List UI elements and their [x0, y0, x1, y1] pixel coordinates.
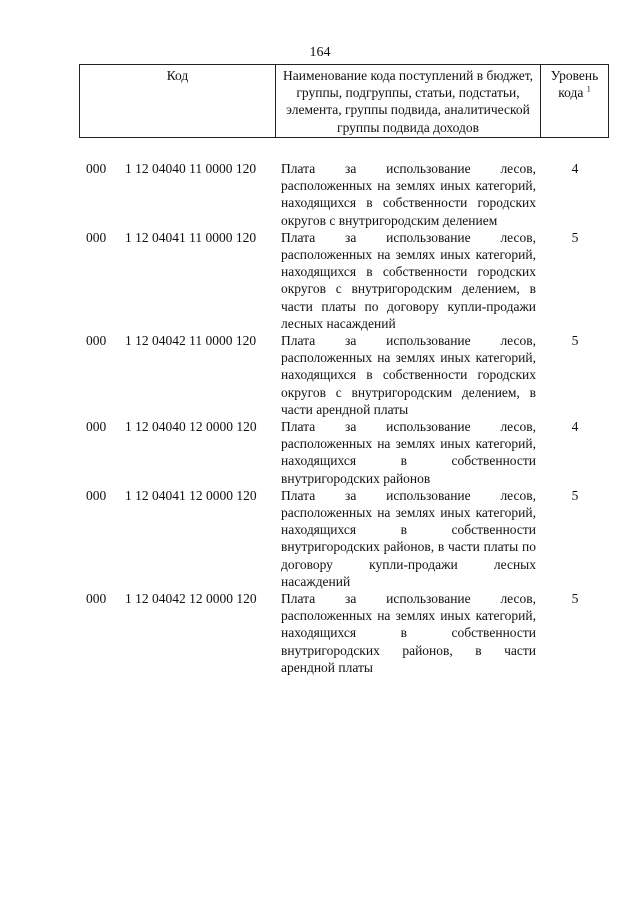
table-row	[0, 229, 640, 332]
row-code: 1 12 04041 12 0000 120	[125, 487, 257, 503]
row-name: Плата за использование лесов, расположенных на землях иных категорий, находящихся в собственности городских округов с внутригородским делением	[281, 161, 536, 228]
row-name: Плата за использование лесов, расположенных на землях иных категорий, находящихся в собственности внутригородских районов, в части арендной платы	[281, 591, 536, 675]
table-row	[0, 160, 640, 229]
row-level: 5	[571, 591, 579, 607]
row-admin-code: 000	[86, 487, 107, 503]
row-name: Плата за использование лесов, расположенных на землях иных категорий, находящихся в собственности внутригородских районов	[281, 419, 536, 486]
row-code: 1 12 04040 12 0000 120	[125, 419, 257, 435]
header-level	[541, 65, 608, 137]
row-level: 5	[571, 229, 579, 245]
header-level-footnote: 1	[586, 84, 591, 94]
row-level: 5	[571, 487, 579, 503]
row-code: 1 12 04041 11 0000 120	[125, 229, 257, 245]
row-level: 4	[571, 161, 579, 176]
row-admin-code: 000	[86, 419, 107, 435]
header-level-label: Уровень кода	[550, 68, 599, 101]
row-admin-code: 000	[86, 161, 107, 176]
row-name: Плата за использование лесов, расположенных на землях иных категорий, находящихся в собственности внутригородских районов, в части платы по договору купли-продажи лесных насаждений	[281, 487, 536, 589]
row-code: 1 12 04042 11 0000 120	[125, 333, 257, 349]
table-row	[0, 590, 640, 676]
table-row	[0, 487, 640, 590]
table-body	[0, 160, 640, 676]
header-name: Наименование кода поступлений в бюджет, группы, подгруппы, статьи, подстатьи, элемента, группы подвида, аналитической группы подвида доходов	[276, 65, 541, 137]
row-level: 4	[571, 419, 579, 435]
row-name: Плата за использование лесов, расположенных на землях иных категорий, находящихся в собственности городских округов с внутригородским делением, в части платы по договору купли-продажи лесных насаждений	[281, 229, 536, 331]
page-number: 164	[309, 45, 331, 60]
row-admin-code: 000	[86, 591, 107, 607]
row-admin-code: 000	[86, 333, 107, 349]
row-code: 1 12 04040 11 0000 120	[125, 161, 257, 176]
table-header	[79, 64, 609, 138]
row-name: Плата за использование лесов, расположенных на землях иных категорий, находящихся в собственности городских округов с внутригородским делением, в части арендной платы	[281, 333, 536, 417]
table-row	[0, 418, 640, 487]
row-level: 5	[571, 333, 579, 349]
row-admin-code: 000	[86, 229, 107, 245]
row-code: 1 12 04042 12 0000 120	[125, 591, 257, 607]
header-code: Код	[80, 65, 276, 137]
table-row	[0, 332, 640, 418]
